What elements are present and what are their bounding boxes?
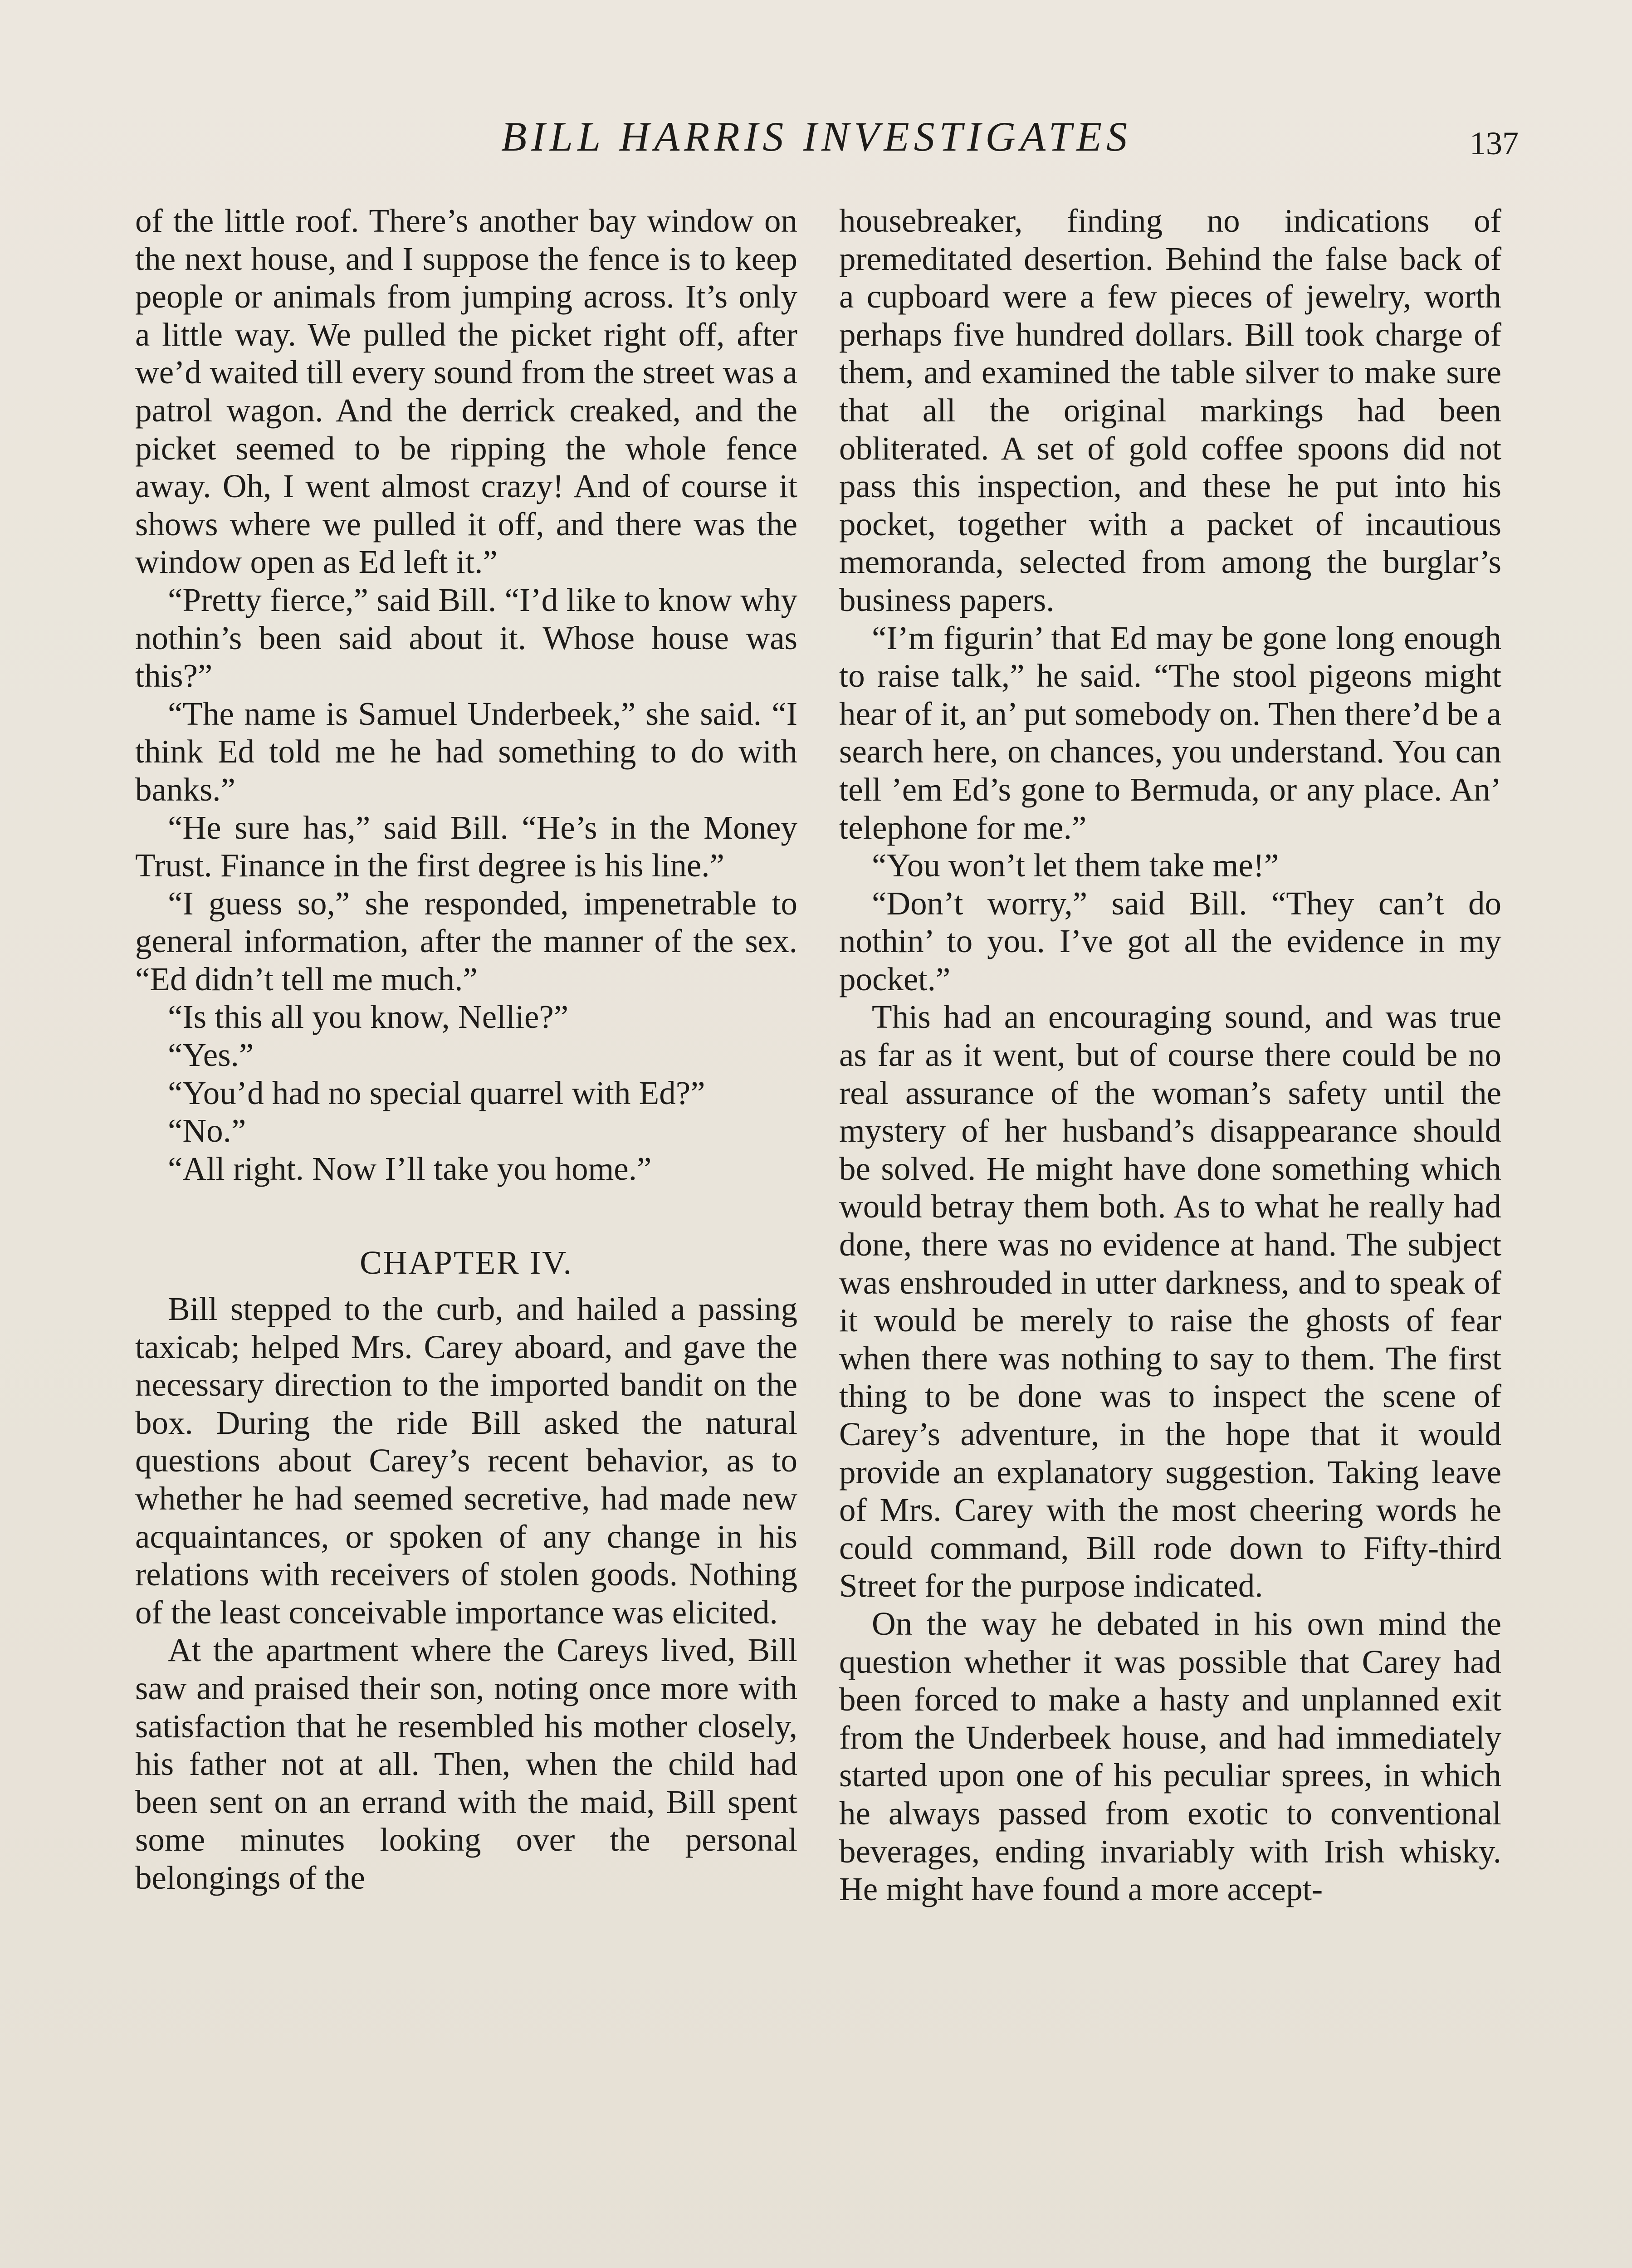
- paragraph: “Don’t worry,” said Bill. “They can’t do nothin’ to you. I’ve got all the evidence in my pocket.”: [839, 885, 1501, 997]
- paragraph: “All right. Now I’ll take you home.”: [168, 1150, 652, 1187]
- paragraph: “I’m figurin’ that Ed may be gone long enough to raise talk,” he said. “The stool pigeons might hear of it, an’ put somebody on. Then there’d be a search here, on chances, you understand. You can tell ’em Ed’s gone to Bermuda, or any place. An’ telephone for me.”: [839, 619, 1501, 846]
- paragraph: of the little roof. There’s another bay window on the next house, and I suppose the fence is to keep people or animals from jumping across. It’s only a little way. We pulled the picket right off, after we’d waited till every sound from the street was a patrol wagon. And the derrick creaked, and the picket seemed to be ripping the whole fence away. Oh, I went almost crazy! And of course it shows where we pulled it off, and there was the window open as Ed left it.”: [135, 202, 797, 581]
- chapter-heading: CHAPTER IV.: [360, 1244, 573, 1281]
- right-column: [839, 202, 1501, 1908]
- running-title: BILL HARRIS INVESTIGATES: [501, 113, 1132, 160]
- paragraph: “The name is Samuel Underbeek,” she said. “I think Ed told me he had something to do with banks.”: [135, 695, 797, 808]
- paragraph: “Pretty fierce,” said Bill. “I’d like to know why nothin’s been said about it. Whose house was this?”: [135, 581, 797, 694]
- paragraph: “Is this all you know, Nellie?”: [168, 998, 569, 1036]
- paragraph: “Yes.”: [168, 1036, 254, 1074]
- paragraph: Bill stepped to the curb, and hailed a passing taxicab; helped Mrs. Carey aboard, and gave the necessary direction to the imported bandit on the box. During the ride Bill asked the natural questions about Carey’s recent behavior, as to whether he had seemed secretive, had made new acquaintances, or spoken of any change in his relations with receivers of stolen goods. Nothing of the least conceivable importance was elicited.: [135, 1290, 797, 1631]
- paragraph: At the apartment where the Careys lived, Bill saw and praised their son, noting once more with satisfaction that he resembled his mother closely, his father not at all. Then, when the child had been sent on an errand with the maid, Bill spent some minutes looking over the personal belongings of the: [135, 1632, 797, 1896]
- paragraph: “I guess so,” she responded, impenetrable to general information, after the manner of the sex. “Ed didn’t tell me much.”: [135, 885, 797, 997]
- paragraph: This had an encouraging sound, and was true as far as it went, but of course there could be no real assurance of the woman’s safety until the mystery of her husband’s disappearance should be solved. He might have done something which would betray them both. As to what he really had done, there was no evidence at hand. The subject was enshrouded in utter darkness, and to speak of it would be merely to raise the ghosts of fear when there was nothing to say to them. The first thing to be done was to inspect the scene of Carey’s adventure, in the hope that it would provide an explanatory suggestion. Taking leave of Mrs. Carey with the most cheering words he could command, Bill rode down to Fifty-third Street for the purpose indicated.: [839, 998, 1501, 1604]
- page-number: 137: [1470, 125, 1519, 161]
- paragraph: housebreaker, finding no indications of premeditated desertion. Behind the false back of a cupboard were a few pieces of jewelry, worth perhaps five hundred dollars. Bill took charge of them, and examined the table silver to make sure that all the original markings had been obliterated. A set of gold coffee spoons did not pass this inspection, and these he put into his pocket, together with a packet of incautious memoranda, selected from among the burglar’s business papers.: [839, 202, 1501, 618]
- left-column: [135, 202, 797, 1897]
- paragraph: “You’d had no special quarrel with Ed?”: [168, 1074, 705, 1111]
- paragraph: “You won’t let them take me!”: [872, 847, 1279, 884]
- paragraph: “No.”: [168, 1112, 246, 1149]
- paragraph: “He sure has,” said Bill. “He’s in the Money Trust. Finance in the first degree is his line.”: [135, 809, 797, 884]
- paragraph: On the way he debated in his own mind the question whether it was possible that Carey had been forced to make a hasty and unplanned exit from the Underbeek house, and had immediately started upon one of his peculiar sprees, in which he always passed from exotic to conventional beverages, ending invariably with Irish whisky. He might have found a more accept-: [839, 1605, 1501, 1908]
